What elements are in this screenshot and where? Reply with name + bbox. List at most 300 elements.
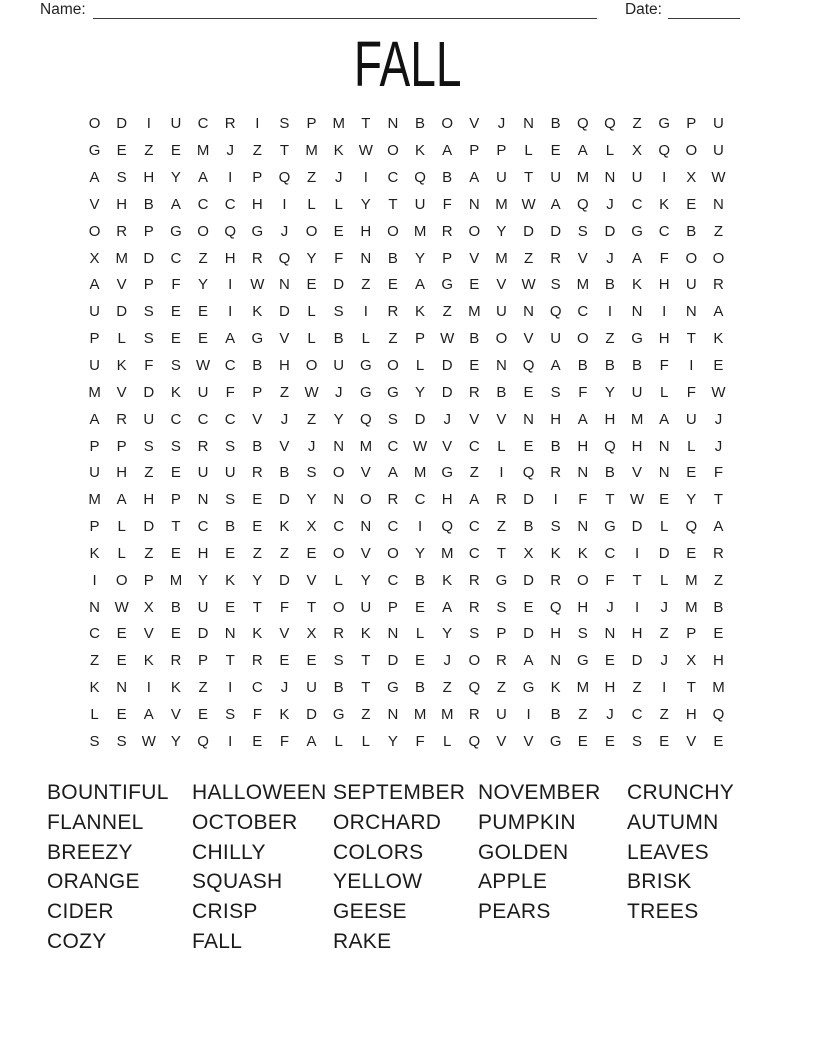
grid-letter: B: [333, 679, 344, 697]
grid-letter: T: [388, 195, 398, 213]
grid-letter: C: [170, 249, 182, 267]
grid-letter: A: [442, 142, 453, 160]
grid-letter: C: [604, 544, 616, 562]
word-list-item: SQUASH: [192, 870, 283, 894]
grid-letter: V: [469, 410, 480, 428]
grid-letter: N: [360, 518, 372, 536]
grid-letter: Y: [198, 276, 209, 294]
grid-letter: U: [496, 169, 507, 187]
grid-letter: M: [88, 383, 101, 401]
grid-letter: H: [279, 357, 290, 375]
grid-letter: C: [631, 195, 643, 213]
grid-letter: T: [361, 652, 371, 670]
grid-letter: E: [333, 222, 344, 240]
grid-letter: L: [334, 571, 343, 589]
grid-letter: V: [252, 410, 263, 428]
grid-letter: E: [523, 383, 534, 401]
grid-letter: R: [550, 571, 562, 589]
grid-letter: W: [195, 357, 211, 375]
grid-letter: Q: [522, 357, 535, 375]
grid-letter: O: [387, 544, 399, 562]
grid-letter: Y: [415, 383, 426, 401]
grid-letter: Q: [224, 222, 237, 240]
grid-letter: B: [415, 679, 426, 697]
word-list-item: CIDER: [47, 900, 114, 924]
grid-letter: P: [143, 222, 154, 240]
grid-letter: D: [604, 222, 616, 240]
grid-letter: O: [387, 222, 399, 240]
grid-letter: Z: [632, 679, 642, 697]
grid-letter: W: [521, 276, 536, 294]
grid-letter: O: [305, 357, 318, 375]
grid-letter: H: [143, 491, 155, 509]
grid-letter: G: [359, 357, 372, 375]
grid-letter: D: [279, 303, 290, 321]
grid-letter: S: [306, 464, 317, 482]
grid-letter: P: [252, 169, 263, 187]
grid-letter: V: [170, 705, 181, 723]
grid-letter: J: [497, 115, 506, 133]
grid-letter: G: [522, 679, 535, 697]
word-list-item: NOVEMBER: [478, 781, 601, 804]
grid-letter: R: [468, 705, 480, 723]
grid-letter: M: [413, 464, 427, 482]
grid-letter: N: [333, 491, 345, 509]
grid-letter: M: [468, 303, 481, 321]
grid-letter: U: [550, 330, 562, 348]
grid-letter: N: [89, 598, 100, 616]
grid-letter: M: [576, 276, 590, 294]
grid-letter: R: [251, 464, 263, 482]
grid-letter: R: [116, 410, 128, 428]
grid-letter: R: [251, 652, 263, 670]
grid-letter: E: [306, 276, 317, 294]
grid-letter: B: [713, 598, 724, 616]
grid-letter: E: [659, 491, 670, 509]
grid-letter: O: [576, 330, 589, 348]
grid-letter: V: [523, 732, 534, 750]
grid-letter: I: [363, 169, 368, 187]
grid-letter: D: [523, 625, 534, 643]
grid-letter: H: [251, 195, 263, 213]
grid-letter: M: [576, 679, 590, 697]
grid-letter: X: [632, 142, 643, 160]
grid-letter: W: [304, 383, 319, 401]
grid-letter: K: [550, 544, 561, 562]
grid-letter: H: [116, 195, 128, 213]
grid-letter: C: [224, 195, 236, 213]
grid-letter: Z: [361, 705, 371, 723]
grid-letter: O: [88, 115, 101, 133]
grid-letter: D: [387, 652, 399, 670]
grid-letter: H: [604, 410, 616, 428]
grid-letter: V: [523, 330, 534, 348]
grid-letter: K: [170, 383, 181, 401]
grid-letter: D: [631, 518, 643, 536]
grid-letter: K: [713, 330, 724, 348]
grid-letter: E: [659, 732, 670, 750]
grid-letter: G: [604, 518, 616, 536]
grid-letter: N: [604, 169, 616, 187]
grid-letter: T: [171, 518, 181, 536]
grid-letter: E: [252, 518, 263, 536]
grid-letter: F: [659, 249, 669, 267]
grid-letter: I: [146, 679, 151, 697]
grid-letter: D: [523, 491, 534, 509]
grid-letter: O: [305, 222, 318, 240]
grid-letter: B: [415, 115, 426, 133]
grid-letter: J: [660, 598, 668, 616]
grid-letter: S: [333, 652, 344, 670]
grid-letter: O: [88, 222, 101, 240]
grid-letter: Y: [360, 195, 371, 213]
grid-letter: K: [550, 679, 561, 697]
grid-letter: N: [685, 303, 697, 321]
grid-letter: T: [361, 679, 371, 697]
grid-letter: F: [225, 383, 235, 401]
grid-letter: L: [90, 705, 99, 723]
grid-letter: C: [387, 169, 399, 187]
grid-letter: C: [251, 679, 263, 697]
grid-letter: R: [387, 491, 399, 509]
grid-letter: K: [89, 679, 100, 697]
grid-letter: Y: [198, 571, 209, 589]
grid-letter: S: [143, 330, 154, 348]
grid-letter: R: [713, 276, 724, 294]
grid-letter: N: [387, 705, 399, 723]
grid-letter: J: [660, 652, 668, 670]
word-list-item: ORANGE: [47, 870, 140, 894]
grid-letter: S: [550, 518, 561, 536]
grid-letter: E: [523, 437, 534, 455]
grid-letter: O: [359, 491, 372, 509]
grid-letter: L: [307, 330, 316, 348]
grid-letter: U: [631, 169, 643, 187]
grid-letter: T: [496, 544, 507, 562]
grid-letter: E: [713, 357, 724, 375]
grid-letter: I: [662, 303, 667, 321]
grid-letter: V: [442, 437, 453, 455]
grid-letter: I: [92, 571, 97, 589]
grid-letter: J: [226, 142, 234, 160]
grid-letter: K: [143, 652, 154, 670]
grid-letter: K: [659, 195, 670, 213]
grid-letter: F: [171, 276, 181, 294]
grid-letter: J: [334, 383, 343, 401]
grid-letter: U: [89, 303, 100, 321]
date-label: Date:: [624, 1, 662, 18]
grid-letter: D: [279, 571, 290, 589]
grid-letter: I: [689, 357, 694, 375]
grid-letter: B: [279, 464, 290, 482]
grid-letter: K: [360, 625, 371, 643]
grid-letter: H: [577, 437, 589, 455]
grid-letter: S: [225, 491, 236, 509]
grid-letter: C: [333, 518, 345, 536]
grid-letter: F: [605, 571, 615, 589]
grid-letter: T: [361, 115, 371, 133]
grid-letter: V: [360, 464, 371, 482]
grid-letter: Z: [306, 169, 317, 187]
grid-letter: U: [713, 142, 724, 160]
grid-letter: Q: [658, 142, 671, 160]
grid-letter: S: [225, 705, 236, 723]
grid-letter: R: [468, 571, 480, 589]
grid-letter: L: [117, 330, 126, 348]
grid-letter: J: [307, 437, 316, 455]
grid-letter: I: [282, 195, 287, 213]
grid-letter: D: [523, 222, 534, 240]
grid-letter: Y: [442, 625, 453, 643]
grid-letter: K: [577, 544, 588, 562]
grid-letter: G: [658, 115, 671, 133]
grid-letter: Z: [361, 276, 371, 294]
grid-letter: L: [361, 330, 370, 348]
grid-letter: Q: [712, 705, 725, 723]
grid-letter: N: [658, 437, 670, 455]
grid-letter: K: [89, 544, 100, 562]
grid-letter: I: [662, 679, 667, 697]
grid-letter: M: [685, 598, 698, 616]
grid-letter: C: [197, 195, 209, 213]
grid-letter: I: [228, 303, 233, 321]
grid-letter: J: [280, 410, 289, 428]
grid-letter: U: [197, 464, 209, 482]
grid-letter: Z: [659, 705, 669, 723]
grid-letter: T: [306, 598, 317, 616]
grid-letter: M: [359, 437, 373, 455]
grid-letter: B: [550, 705, 561, 723]
grid-letter: G: [631, 330, 643, 348]
grid-letter: I: [634, 544, 640, 562]
name-blank-line: [93, 3, 597, 19]
grid-letter: B: [686, 222, 697, 240]
grid-letter: I: [228, 679, 233, 697]
grid-letter: V: [116, 276, 127, 294]
grid-letter: U: [306, 679, 317, 697]
grid-letter: P: [89, 437, 100, 455]
grid-letter: Y: [252, 571, 263, 589]
grid-letter: U: [170, 115, 182, 133]
grid-letter: Z: [388, 330, 398, 348]
grid-letter: D: [333, 276, 345, 294]
grid-letter: D: [143, 518, 155, 536]
grid-letter: E: [170, 464, 181, 482]
grid-letter: S: [387, 410, 398, 428]
grid-letter: P: [170, 491, 181, 509]
letter-grid: [81, 111, 732, 755]
grid-letter: P: [387, 598, 398, 616]
grid-letter: C: [387, 571, 399, 589]
grid-letter: F: [144, 357, 154, 375]
grid-letter: F: [279, 598, 290, 616]
grid-letter: S: [550, 383, 561, 401]
grid-letter: K: [116, 357, 127, 375]
grid-letter: L: [307, 303, 316, 321]
grid-letter: T: [686, 330, 696, 348]
grid-letter: D: [631, 652, 643, 670]
grid-letter: G: [441, 276, 454, 294]
grid-letter: L: [117, 518, 126, 536]
grid-letter: T: [605, 491, 615, 509]
grid-letter: B: [632, 357, 643, 375]
word-list: [47, 778, 734, 957]
grid-letter: L: [117, 544, 126, 562]
word-list-item: GOLDEN: [478, 840, 569, 864]
worksheet-header: [40, 1, 740, 19]
grid-letter: B: [252, 437, 263, 455]
grid-letter: R: [170, 652, 182, 670]
grid-letter: I: [553, 491, 558, 509]
grid-letter: A: [116, 491, 127, 509]
grid-letter: W: [521, 195, 536, 213]
grid-letter: E: [116, 652, 127, 670]
grid-letter: U: [713, 115, 724, 133]
grid-letter: Z: [713, 222, 724, 240]
grid-letter: Y: [360, 571, 371, 589]
grid-letter: S: [170, 357, 181, 375]
grid-letter: A: [469, 169, 480, 187]
grid-letter: R: [468, 598, 480, 616]
grid-letter: R: [496, 652, 507, 670]
grid-letter: N: [224, 625, 236, 643]
grid-letter: Z: [469, 464, 479, 482]
grid-letter: U: [631, 383, 643, 401]
grid-letter: L: [334, 732, 343, 750]
grid-letter: Z: [713, 571, 724, 589]
word-list-column: [192, 778, 333, 957]
grid-letter: N: [360, 249, 372, 267]
grid-letter: I: [228, 732, 233, 750]
grid-letter: O: [468, 652, 481, 670]
grid-letter: N: [713, 195, 724, 213]
puzzle-title-text: FALL: [354, 28, 462, 100]
grid-letter: I: [634, 598, 640, 616]
grid-letter: C: [224, 357, 236, 375]
grid-letter: J: [606, 195, 614, 213]
word-list-item: AUTUMN: [627, 810, 719, 834]
grid-letter: U: [333, 357, 345, 375]
grid-letter: F: [415, 732, 425, 750]
grid-letter: P: [143, 571, 154, 589]
grid-letter: M: [440, 544, 454, 562]
grid-letter: B: [469, 330, 480, 348]
grid-letter: I: [499, 464, 504, 482]
grid-letter: L: [660, 571, 669, 589]
grid-letter: A: [170, 195, 181, 213]
grid-letter: S: [550, 276, 561, 294]
grid-letter: Y: [170, 169, 181, 187]
grid-letter: T: [279, 142, 290, 160]
grid-letter: M: [440, 705, 454, 723]
grid-letter: G: [332, 705, 345, 723]
grid-letter: E: [225, 598, 236, 616]
grid-letter: U: [496, 705, 507, 723]
grid-letter: Z: [279, 383, 290, 401]
grid-letter: F: [334, 249, 344, 267]
grid-letter: P: [686, 115, 697, 133]
grid-letter: P: [496, 142, 507, 160]
grid-letter: Y: [686, 491, 697, 509]
grid-letter: L: [687, 437, 696, 455]
grid-letter: C: [387, 518, 399, 536]
word-list-item: FLANNEL: [47, 810, 144, 834]
grid-letter: I: [255, 115, 260, 133]
grid-letter: H: [658, 276, 670, 294]
word-list-column: [478, 778, 627, 957]
grid-letter: E: [523, 598, 534, 616]
grid-letter: L: [443, 732, 452, 750]
grid-letter: A: [306, 732, 317, 750]
grid-letter: B: [523, 518, 534, 536]
grid-letter: Z: [198, 679, 208, 697]
grid-letter: H: [550, 625, 562, 643]
word-list-item: BRISK: [627, 870, 692, 894]
grid-letter: D: [116, 115, 128, 133]
grid-letter: X: [686, 169, 697, 187]
grid-letter: Z: [252, 142, 262, 160]
grid-letter: F: [442, 195, 452, 213]
grid-letter: A: [713, 303, 724, 321]
grid-letter: W: [711, 383, 726, 401]
grid-letter: C: [468, 544, 480, 562]
grid-letter: Z: [605, 330, 615, 348]
grid-letter: O: [387, 357, 399, 375]
grid-letter: B: [604, 357, 615, 375]
grid-letter: W: [629, 491, 645, 509]
grid-letter: N: [279, 276, 290, 294]
grid-letter: Z: [252, 544, 262, 562]
grid-letter: E: [686, 544, 697, 562]
grid-letter: B: [333, 330, 344, 348]
grid-letter: S: [116, 169, 127, 187]
word-list-item: RAKE: [333, 929, 392, 953]
grid-letter: D: [414, 410, 426, 428]
grid-letter: Z: [523, 249, 534, 267]
grid-letter: Y: [604, 383, 615, 401]
grid-letter: Y: [415, 544, 426, 562]
grid-letter: B: [143, 195, 154, 213]
grid-letter: Q: [576, 195, 589, 213]
grid-letter: E: [387, 276, 398, 294]
grid-letter: Q: [522, 464, 535, 482]
grid-letter: S: [577, 222, 588, 240]
grid-letter: D: [550, 222, 562, 240]
grid-letter: E: [225, 544, 236, 562]
grid-letter: L: [660, 518, 669, 536]
grid-letter: E: [415, 652, 426, 670]
grid-letter: D: [143, 383, 155, 401]
grid-letter: R: [116, 222, 128, 240]
grid-letter: T: [523, 169, 534, 187]
grid-letter: H: [224, 249, 236, 267]
grid-letter: Q: [468, 732, 481, 750]
grid-letter: K: [279, 518, 290, 536]
grid-letter: S: [143, 303, 154, 321]
grid-letter: A: [143, 705, 154, 723]
word-list-item: SEPTEMBER: [333, 781, 466, 804]
grid-letter: N: [468, 195, 480, 213]
grid-letter: T: [225, 652, 235, 670]
grid-letter: O: [685, 142, 698, 160]
grid-letter: R: [224, 115, 236, 133]
grid-letter: X: [306, 625, 317, 643]
grid-letter: F: [252, 705, 262, 723]
grid-letter: Q: [604, 115, 616, 133]
grid-letter: U: [550, 169, 562, 187]
word-list-item: FALL: [192, 929, 243, 953]
grid-letter: O: [387, 142, 399, 160]
